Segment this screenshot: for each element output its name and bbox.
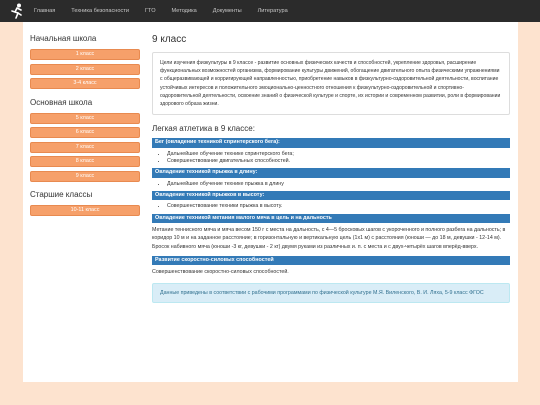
sidebar-item-grade-2[interactable]: 2 класс — [30, 64, 140, 75]
sidebar-heading-primary: Начальная школа — [30, 34, 97, 43]
sidebar-item-grade-7[interactable]: 7 класс — [30, 142, 140, 153]
sidebar-item-grade-1[interactable]: 1 класс — [30, 49, 140, 60]
intro-panel: Цели изучения физкультуры в 9 классе - развитие основных физических качеств и способностей, укрепление здоровья, расширение функциональных возможностей организма, формирование культуры движений, обогащение двигательного опыта физическими упражнениями с общеразвивающей и корригирующей направленностью, приобретение навыков в физкультурно-оздоровительной деятельности, воспитание устойчивых интересов и положительного эмоционально-ценностного отношения к физкультурно-оздоровительной и спортивно-оздоровительной деятельности, освоение знаний о физической культуре и спорте, их истории и современном развитии, роли в формировании здорового образа жизни. — [152, 52, 510, 115]
speed-strength-text: Совершенствование скоростно-силовых способностей. — [152, 269, 289, 276]
high-jump-list — [152, 203, 510, 210]
throwing-text: Метание теннисного мяча и мяча весом 150 г с места на дальность, с 4—5 бросковых шагов с укороченного и полного разбега на дальность; в коридор 10 м и на заданное расстояние; в горизонтальную и вертикальную цель (1х1 м) с расстояния (юноши — до 18 м, девушки - 12-14 м). Бросок набивного мяча (юноши -3 кг, девушки - 2 кг) двумя руками из различных и. п. с места и с двух-четырёх шагов вперёд-вверх. — [152, 227, 506, 250]
nav-home[interactable]: Главная — [34, 8, 56, 14]
sidebar-item-grade-9[interactable]: 9 класс — [30, 171, 140, 182]
sidebar-heading-basic: Основная школа — [30, 97, 93, 107]
list-item: • Дальнейшее обучение технике прыжка в длину — [167, 181, 510, 188]
page-title: 9 класс — [152, 34, 187, 45]
sidebar-item-grade-3-4[interactable]: 3-4 класс — [30, 78, 140, 89]
sidebar-heading-senior: Старшие классы — [30, 190, 93, 199]
list-item: • Совершенствование техники прыжка в высоту. — [167, 203, 510, 210]
section-header-speed-strength: Развитие скоростно-силовых способностей — [152, 256, 510, 266]
source-note: Данные приведены в соответствии с рабочими программами по физической культуре М.Я. Виленского, В. И. Ляха, 5-9 класс ФГОС — [152, 283, 510, 303]
sidebar-item-grade-8[interactable]: 8 класс — [30, 156, 140, 167]
section-header-sprint: Бег (овладение техникой спринтерского бега): — [152, 138, 510, 148]
sidebar-item-grade-10-11[interactable]: 10-11 класс — [30, 205, 140, 216]
long-jump-list — [152, 181, 510, 188]
sidebar-item-grade-5[interactable]: 5 класс — [30, 113, 140, 124]
nav-literature[interactable]: Литература — [257, 8, 288, 14]
sprint-list — [152, 151, 510, 165]
section-header-long-jump: Овладение техникой прыжка в длину: — [152, 168, 510, 178]
nav-methods[interactable]: Методика — [171, 8, 197, 14]
section-subtitle: Легкая атлетика в 9 классе: — [152, 124, 255, 134]
sidebar-item-grade-6[interactable]: 6 класс — [30, 127, 140, 138]
nav-safety[interactable]: Техника безопасности — [71, 8, 129, 14]
top-navbar — [0, 0, 540, 22]
section-header-throwing: Овладение техникой метания малого мяча в цель и на дальность — [152, 214, 510, 224]
sidebar — [30, 34, 140, 220]
page-container — [23, 22, 518, 382]
nav-gto[interactable]: ГТО — [145, 8, 156, 14]
nav-documents[interactable]: Документы — [212, 8, 242, 14]
list-item: • Дальнейшее обучение технике спринтерского бега; — [167, 151, 510, 158]
main-content — [152, 34, 510, 303]
list-item: • Совершенствование двигательных способностей. — [167, 158, 510, 165]
runner-icon[interactable] — [8, 2, 26, 20]
section-header-high-jump: Овладение техникой прыжков в высоту: — [152, 191, 510, 201]
